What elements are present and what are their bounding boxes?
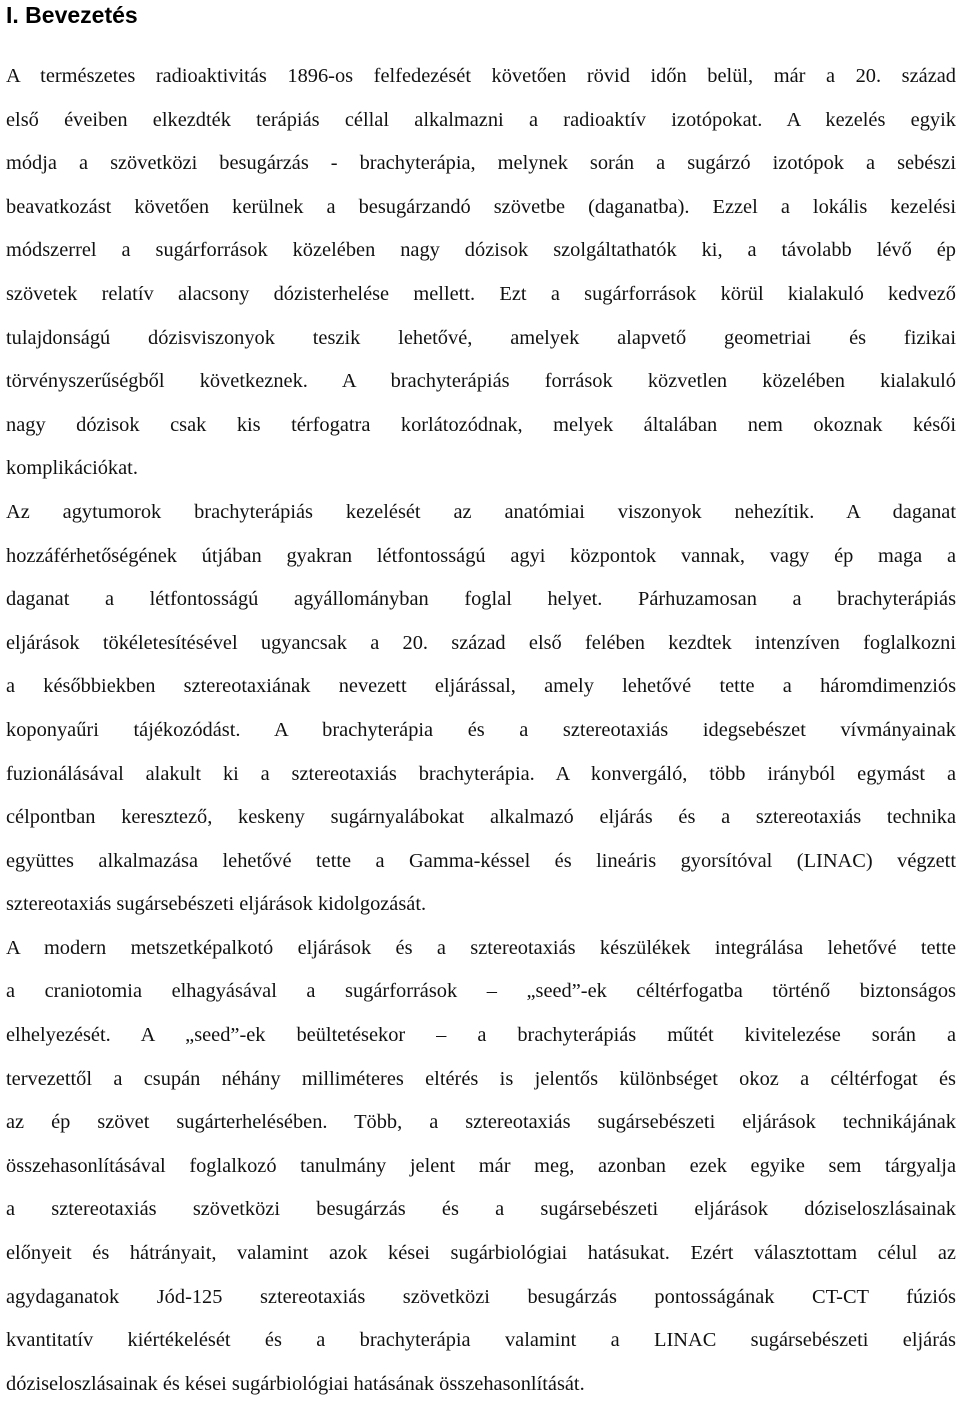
text-line: a későbbiekben sztereotaxiának nevezett eljárással, amely lehetővé tette a háromdimenziós [6, 675, 956, 698]
text-line: összehasonlításával foglalkozó tanulmány jelent már meg, azonban ezek egyike sem tárgyalja [6, 1154, 956, 1177]
text-line: A természetes radioaktivitás 1896-os felfedezését követően rövid időn belül, már a 20. század [6, 65, 956, 87]
text-line: sztereotaxiás sugársebészeti eljárások kidolgozását. [6, 893, 427, 916]
text-line: hozzáférhetőségének útjában gyakran létfontosságú agyi központok vannak, vagy ép maga a [6, 544, 956, 567]
text-line: szövetek relatív alacsony dózisterhelése mellett. Ezt a sugárforrások körül kialakuló kedvező [6, 282, 956, 305]
text-line: a craniotomia elhagyásával a sugárforrások – „seed”-ek céltérfogatba történő biztonságos [6, 980, 956, 1003]
text-line: az ép szövet sugárterhelésében. Több, a sztereotaxiás sugársebészeti eljárások technikájának [6, 1111, 956, 1134]
text-line: módszerrel a sugárforrások közelében nagy dózisok szolgáltathatók ki, a távolabb lévő ép [6, 239, 956, 262]
text-line: koponyaűri tájékozódást. A brachyterápia és a sztereotaxiás idegsebészet vívmányainak [6, 718, 956, 741]
text-line: törvényszerűségből következnek. A brachyterápiás források közvetlen közelében kialakuló [6, 370, 956, 393]
paragraph-3 [6, 927, 956, 1407]
section-heading: I. Bevezetés [6, 2, 138, 28]
text-line: tervezettől a csupán néhány milliméteres eltérés is jelentős különbséget okoz a céltérfogat és [6, 1067, 956, 1090]
text-line: módja a szövetközi besugárzás - brachyterápia, melynek során a sugárzó izotópok a sebészi [6, 152, 956, 175]
document-page [6, 0, 956, 1406]
text-line: eljárások tökéletesítésével ugyancsak a 20. század első felében kezdtek intenzíven foglalkozni [6, 631, 956, 654]
text-line: beavatkozást követően kerülnek a besugárzandó szövetbe (daganatba). Ezzel a lokális kezelési [6, 195, 956, 218]
text-line: együttes alkalmazása lehetővé tette a Gamma-késsel és lineáris gyorsítóval (LINAC) végzett [6, 849, 956, 872]
text-line: agydaganatok Jód-125 sztereotaxiás szövetközi besugárzás pontosságának CT-CT fúziós [6, 1285, 956, 1308]
text-line: nagy dózisok csak kis térfogatra korlátozódnak, melyek általában nem okoznak késői [6, 413, 956, 436]
text-line: fuzionálásával alakult ki a sztereotaxiás brachyterápia. A konvergáló, több irányból egymást a [6, 762, 956, 785]
text-line: dóziseloszlásainak és kései sugárbiológiai hatásának összehasonlítását. [6, 1372, 585, 1395]
text-line: előnyeit és hátrányait, valamint azok kései sugárbiológiai hatásukat. Ezért választottam célul az [6, 1242, 956, 1265]
text-line: Az agytumorok brachyterápiás kezelését az anatómiai viszonyok nehezítik. A daganat [6, 500, 956, 523]
text-line: daganat a létfontosságú agyállományban foglal helyet. Párhuzamosan a brachyterápiás [6, 588, 956, 611]
paragraph-1 [6, 55, 956, 491]
text-line: elhelyezését. A „seed”-ek beültetésekor – a brachyterápiás műtét kivitelezése során a [6, 1024, 956, 1047]
text-line: A modern metszetképalkotó eljárások és a sztereotaxiás készülékek integrálása lehetővé tette [6, 936, 956, 959]
text-line: tulajdonságú dózisviszonyok teszik lehetővé, amelyek alapvető geometriai és fizikai [6, 326, 956, 349]
text-line: a sztereotaxiás szövetközi besugárzás és a sugársebészeti eljárások dóziseloszlásainak [6, 1198, 956, 1221]
text-line: kvantitatív kiértékelését és a brachyterápia valamint a LINAC sugársebészeti eljárás [6, 1329, 956, 1352]
text-line: komplikációkat. [6, 457, 138, 480]
paragraph-2 [6, 491, 956, 927]
text-line: első éveiben elkezdték terápiás céllal alkalmazni a radioaktív izotópokat. A kezelés egyik [6, 108, 956, 131]
text-line: célpontban keresztező, keskeny sugárnyalábokat alkalmazó eljárás és a sztereotaxiás technika [6, 806, 956, 829]
